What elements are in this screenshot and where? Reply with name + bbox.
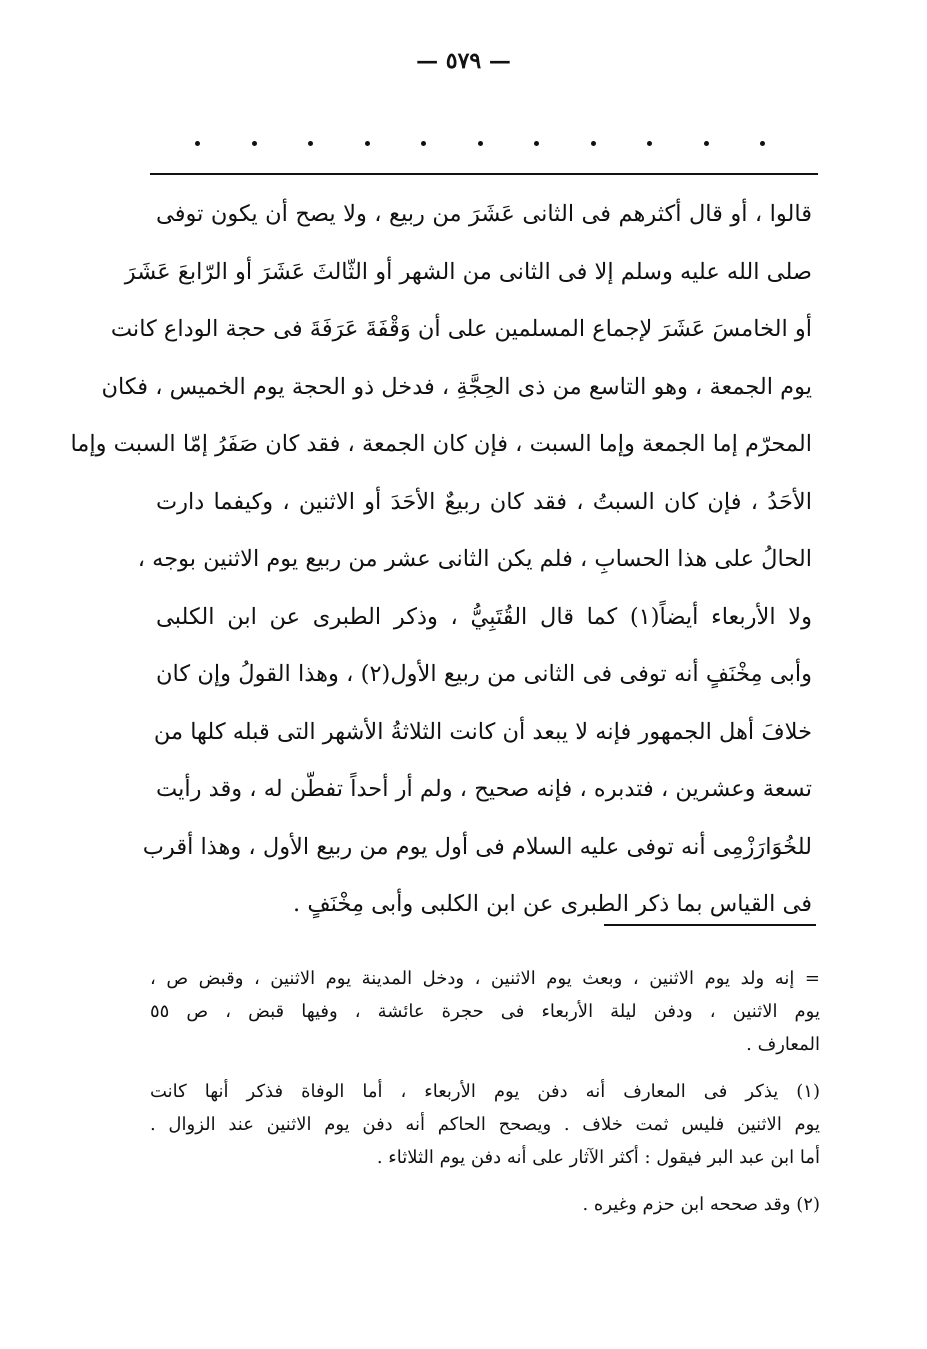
footnote-line: يوم الاثنين فليس ثمت خلاف . ويصحح الحاكم أنه دفن يوم الاثنين عند الزوال . (150, 1114, 820, 1135)
ornament-dot (195, 141, 200, 146)
body-line: للخُوَارَزْمِى أنه توفى عليه السلام فى أول يوم من ربيع الأول ، وهذا أقرب (142, 833, 812, 860)
ornament-dot (478, 141, 483, 146)
page-number: — ٥٧٩ — (416, 48, 511, 74)
ornament-dot (308, 141, 313, 146)
body-line: وأبى مِخْنَفٍ أنه توفى فى الثانى من ربيع الأول(٢) ، وهذا القولُ وإن كان (156, 661, 812, 687)
footnote-line: = إنه ولد يوم الاثنين ، وبعث يوم الاثنين ، ودخل المدينة يوم الاثنين ، وقبض ص ، (150, 968, 820, 989)
footnote-separator-rule (604, 924, 816, 926)
body-line: خلافَ أهل الجمهور فإنه لا يبعد أن كانت الثلاثةُ الأشهر التى قبله كلها من (153, 718, 812, 745)
footnotes (150, 962, 820, 1235)
body-line: أو الخامسَ عَشَرَ لإجماع المسلمين على أن وَقْفَةَ عَرَفَةَ فى حجة الوداع كانت (110, 316, 812, 342)
ornament-dot (704, 141, 709, 146)
body-line: فى القياس بما ذكر الطبرى عن ابن الكلبى وأبى مِخْنَفٍ . (293, 891, 812, 917)
ornament-dot (647, 141, 652, 146)
footnote-1 (150, 1075, 820, 1174)
body-line: صلى الله عليه وسلم إلا فى الثانى من الشهر أو الثّالثَ عَشَرَ أو الرّابعَ عَشَرَ (124, 258, 812, 285)
body-line: يوم الجمعة ، وهو التاسع من ذى الحِجَّةِ ، فدخل ذو الحجة يوم الخميس ، فكان (101, 373, 812, 400)
ornamental-dots-row (195, 133, 765, 153)
ornament-dot (421, 141, 426, 146)
body-line: الأحَدُ ، فإن كان السبتُ ، فقد كان ربيعٌ الأحَدَ أو الاثنين ، وكيفما دارت (156, 488, 812, 515)
footnote-line: أما ابن عبد البر فيقول : أكثر الآثار على أنه دفن يوم الثلاثاء . (376, 1147, 820, 1168)
ornament-dot (534, 141, 539, 146)
ornament-dot (760, 141, 765, 146)
body-text (70, 186, 812, 934)
body-line: قالوا ، أو قال أكثرهم فى الثانى عَشَرَ من ربيع ، ولا يصح أن يكون توفى (156, 201, 812, 227)
footnote-line: المعارف . (746, 1034, 820, 1055)
footnote-line: (٢) وقد صححه ابن حزم وغيره . (582, 1194, 820, 1215)
body-line: ولا الأربعاء أيضاً(١) كما قال القُتَبِيُّ ، وذكر الطبرى عن ابن الكلبى (156, 603, 812, 630)
body-line: المحرّم إما الجمعة وإما السبت ، فإن كان الجمعة ، فقد كان صَفَرُ إمّا السبت وإما (70, 431, 812, 457)
body-line: الحالُ على هذا الحسابِ ، فلم يكن الثانى عشر من ربيع يوم الاثنين بوجه ، (137, 546, 812, 572)
footnote-continuation (150, 962, 820, 1061)
header-rule (150, 173, 818, 175)
ornament-dot (591, 141, 596, 146)
ornament-dot (365, 141, 370, 146)
footnote-line: يوم الاثنين ، ودفن ليلة الأربعاء فى حجرة عائشة ، وفيها قبض ، ص ٥٥ (150, 1001, 820, 1022)
footnote-line: (١) يذكر فى المعارف أنه دفن يوم الأربعاء ، أما الوفاة فذكر أنها كانت (150, 1081, 820, 1102)
body-line: تسعة وعشرين ، فتدبره ، فإنه صحيح ، ولم أر أحداً تفطّن له ، وقد رأيت (156, 776, 812, 802)
ornament-dot (252, 141, 257, 146)
footnote-2 (150, 1188, 820, 1221)
